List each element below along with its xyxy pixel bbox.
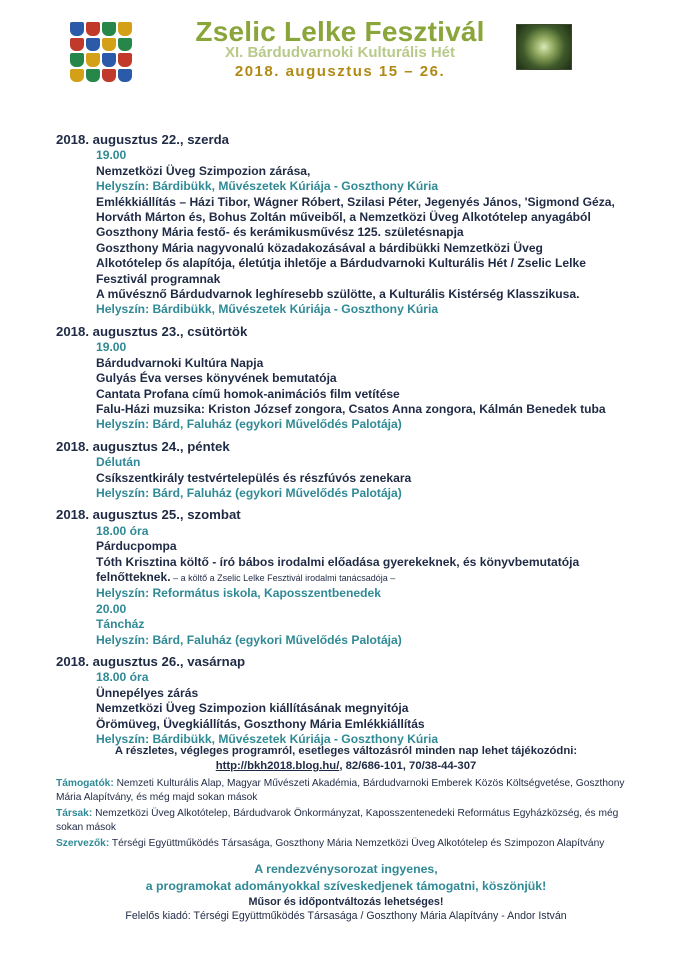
event-line bbox=[96, 471, 656, 486]
event-line bbox=[96, 241, 656, 256]
event-text: Falu-Házi muzsika: Kriston József zongora, Csatos Anna zongora, Kálmán Benedek tuba bbox=[96, 401, 606, 416]
blog-link[interactable]: http://bkh2018.blog.hu/ bbox=[215, 760, 340, 772]
festival-dates: 2018. augusztus 15 – 26. bbox=[234, 63, 446, 80]
event-time bbox=[96, 670, 656, 685]
event-line bbox=[96, 272, 656, 287]
poster-footer bbox=[56, 744, 636, 923]
program-day bbox=[56, 324, 656, 433]
program-day bbox=[56, 132, 656, 318]
event-line bbox=[96, 402, 656, 417]
event-text: Helyszín: Bárd, Faluház (egykori Művelődés Palotája) bbox=[96, 632, 402, 647]
organizers-text: Térségi Együttműködés Társasága, Goszthony Mária Nemzetközi Üveg Alkotótelep és Szimpozon Alapítvány bbox=[109, 838, 605, 849]
event-line bbox=[96, 686, 656, 701]
event-line bbox=[96, 387, 656, 402]
event-text: Örömüveg, Üvegkiállítás, Goszthony Mária Emlékkiállítás bbox=[96, 716, 425, 731]
event-text: Bárdudvarnoki Kultúra Napja bbox=[96, 355, 264, 370]
event-line bbox=[96, 570, 656, 586]
program-day bbox=[56, 654, 656, 747]
glass-art-photo bbox=[516, 24, 572, 70]
event-time bbox=[96, 617, 656, 632]
event-text: 20.00 bbox=[96, 601, 127, 616]
supporters-label: Támogatók: bbox=[56, 778, 114, 789]
event-text: Ünnepélyes zárás bbox=[96, 685, 199, 700]
event-line bbox=[96, 225, 656, 240]
event-time bbox=[96, 602, 656, 617]
event-text: Fesztivál programnak bbox=[96, 271, 221, 286]
festival-subtitle: XI. Bárdudvarnoki Kulturális Hét bbox=[224, 44, 456, 61]
event-text: Helyszín: Református iskola, Kaposszentbenedek bbox=[96, 586, 381, 601]
partners-text: Nemzetközi Üveg Alkotótelep, Bárdudvarok Önkormányzat, Kaposszentenedeki Református Egyházközség, és még sokan mások bbox=[56, 808, 619, 833]
poster-header bbox=[0, 0, 679, 100]
event-time bbox=[96, 524, 656, 539]
event-line bbox=[96, 287, 656, 302]
event-line bbox=[96, 356, 656, 371]
event-text: Goszthony Mária festő- és kerámikusművész 125. születésnapja bbox=[96, 225, 464, 240]
event-time bbox=[96, 148, 656, 163]
event-venue bbox=[96, 486, 656, 501]
event-time bbox=[96, 455, 656, 470]
event-text: 19.00 bbox=[96, 340, 127, 355]
event-text: Csíkszentkirály testvértelepülés és részfúvós zenekara bbox=[96, 470, 412, 485]
event-line bbox=[96, 371, 656, 386]
event-text: Tóth Krisztina költő - író bábos irodalmi előadása gyerekeknek, és könyvbemutatója bbox=[96, 554, 580, 569]
event-text: Nemzetközi Üveg Szimpozion kiállításának megnyitója bbox=[96, 701, 409, 716]
event-venue bbox=[96, 586, 656, 601]
event-text: Helyszín: Bárd, Faluház (egykori Művelődés Palotája) bbox=[96, 485, 402, 500]
coat-of-arms-logo bbox=[70, 22, 132, 82]
free-entry-line: A rendezvénysorozat ingyenes, bbox=[254, 861, 438, 876]
supporters bbox=[56, 777, 636, 804]
event-text: Emlékkiállítás – Házi Tibor, Wágner Róbert, Szilasi Péter, Jegenyés János, 'Sigmond Géza, bbox=[96, 194, 615, 209]
event-text: felnőtteknek. bbox=[96, 569, 171, 584]
event-line bbox=[96, 555, 656, 570]
event-line bbox=[96, 717, 656, 732]
event-text: Táncház bbox=[96, 617, 145, 632]
info-line: A részletes, végleges programról, esetleges változásról minden nap lehet tájékozódni: bbox=[114, 745, 578, 757]
event-text: A művésznő Bárdudvarnok leghíresebb szülötte, a Kulturális Kistérség Klasszikusa. bbox=[96, 287, 580, 302]
event-text: Alkotótelep ős alapítója, életútja ihletője a Bárdudvarnoki Kulturális Hét / Zselic Lelke bbox=[96, 256, 586, 271]
event-venue bbox=[96, 302, 656, 317]
closing-block bbox=[56, 861, 636, 923]
event-line bbox=[96, 210, 656, 225]
event-text: Horváth Márton és, Bohus Zoltán műveiből, a Nemzetközi Üveg Alkotótelep anyagából bbox=[96, 210, 591, 225]
day-heading: 2018. augusztus 22., szerda bbox=[56, 132, 229, 147]
event-text: Cantata Profana című homok-animációs film vetítése bbox=[96, 386, 400, 401]
event-text: Goszthony Mária nagyvonalú közadakozásával a bárdibükki Nemzetközi Üveg bbox=[96, 240, 543, 255]
day-heading: 2018. augusztus 23., csütörtök bbox=[56, 323, 248, 339]
program-day bbox=[56, 439, 656, 502]
event-line bbox=[96, 539, 656, 554]
event-text: Nemzetközi Üveg Szimpozion zárása, bbox=[96, 163, 311, 178]
event-text: Helyszín: Bárd, Faluház (egykori Művelődés Palotája) bbox=[96, 417, 402, 432]
event-text: Párducpompa bbox=[96, 539, 177, 554]
event-text: Helyszín: Bárdibükk, Művészetek Kúriája - Goszthony Kúria bbox=[96, 179, 439, 194]
event-note: – a költő a Zselic Lelke Fesztivál irodalmi tanácsadója – bbox=[170, 572, 396, 583]
event-text: Helyszín: Bárdibükk, Művészetek Kúriája - Goszthony Kúria bbox=[96, 732, 439, 747]
day-heading: 2018. augusztus 26., vasárnap bbox=[56, 654, 246, 669]
event-time bbox=[96, 340, 656, 355]
publisher-line: Felelős kiadó: Térségi Együttműködés Társasága / Goszthony Mária Alapítvány - Andor István bbox=[125, 909, 567, 922]
program-list bbox=[56, 132, 656, 747]
day-heading: 2018. augusztus 25., szombat bbox=[56, 507, 241, 523]
donation-line: a programokat adományokkal szíveskedjenek támogatni, köszönjük! bbox=[145, 878, 547, 893]
event-text: 18.00 óra bbox=[96, 523, 149, 538]
event-text: Helyszín: Bárdibükk, Művészetek Kúriája - Goszthony Kúria bbox=[96, 302, 439, 317]
festival-title: Zselic Lelke Fesztivál bbox=[195, 16, 485, 47]
organizers bbox=[56, 837, 636, 851]
event-venue bbox=[96, 633, 656, 648]
event-text: Gulyás Éva verses könyvének bemutatója bbox=[96, 371, 337, 386]
change-note: Műsor és időpontváltozás lehetséges! bbox=[248, 895, 444, 908]
organizers-label: Szervezők: bbox=[56, 838, 110, 849]
contact-line bbox=[56, 759, 636, 774]
event-line bbox=[96, 256, 656, 271]
event-venue bbox=[96, 179, 656, 194]
event-line bbox=[96, 164, 656, 179]
phone-numbers: , 82/686-101, 70/38-44-307 bbox=[339, 760, 477, 772]
event-line bbox=[96, 701, 656, 716]
event-text: Délután bbox=[96, 455, 141, 470]
program-day bbox=[56, 507, 656, 648]
day-heading: 2018. augusztus 24., péntek bbox=[56, 438, 230, 454]
event-venue bbox=[96, 417, 656, 432]
event-text: 19.00 bbox=[96, 148, 127, 163]
event-line bbox=[96, 195, 656, 210]
partners-label: Társak: bbox=[56, 808, 93, 819]
event-text: 18.00 óra bbox=[96, 670, 149, 685]
supporters-text: Nemzeti Kulturális Alap, Magyar Művészeti Akadémia, Bárdudvarnoki Emberek Közös Költségvetése, Goszthony Mária Alapítvány, és még majd sokan mások bbox=[56, 778, 625, 803]
partners bbox=[56, 807, 636, 834]
